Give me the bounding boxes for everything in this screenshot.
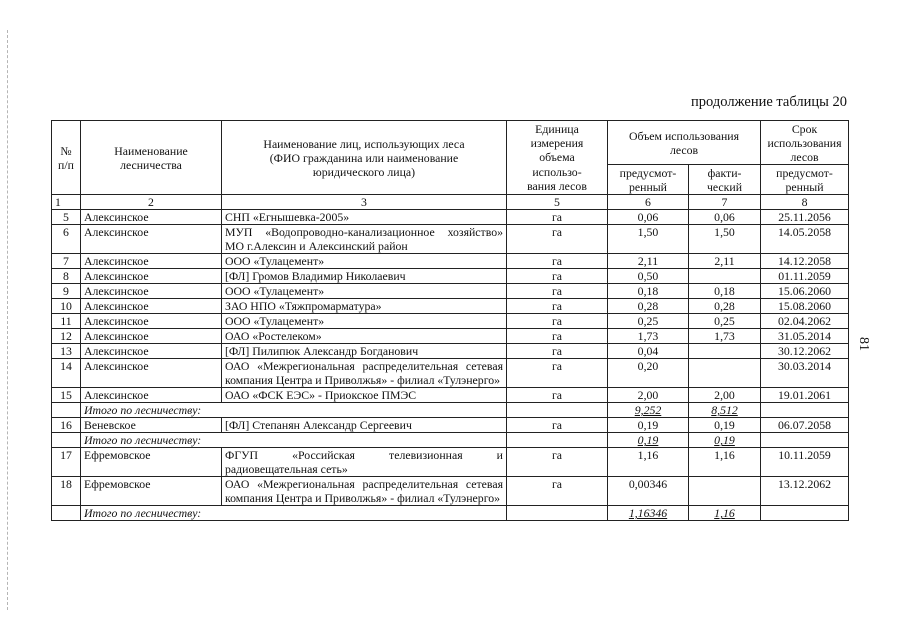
unit: га bbox=[507, 254, 608, 269]
forestry-name: Алексинское bbox=[81, 299, 222, 314]
forestry-name: Алексинское bbox=[81, 254, 222, 269]
header-unit-top: Единица измерения объема bbox=[507, 121, 608, 165]
page-number: 81 bbox=[856, 337, 871, 351]
row-number: 18 bbox=[52, 477, 81, 506]
forestry-name: Алексинское bbox=[81, 359, 222, 388]
header-user: Наименование лиц, использующих леса (ФИО гражданина или наименование юридического лица) bbox=[222, 121, 507, 195]
header-actual: факти- ческий bbox=[689, 165, 761, 195]
table-row bbox=[52, 210, 849, 225]
column-number: 8 bbox=[761, 195, 849, 210]
user-name: ОАО «ФСК ЕЭС» - Приокское ПМЭС bbox=[222, 388, 507, 403]
user-name: [ФЛ] Громов Владимир Николаевич bbox=[222, 269, 507, 284]
unit: га bbox=[507, 477, 608, 506]
term-date: 25.11.2056 bbox=[761, 210, 849, 225]
header-volume: Объем использования лесов bbox=[608, 121, 761, 165]
forestry-name: Алексинское bbox=[81, 284, 222, 299]
user-name: ОАО «Межрегиональная распределительная сетевая компания Центра и Приволжья» - филиал «Тулэнерго» bbox=[222, 359, 507, 388]
header-term-planned: предусмот- ренный bbox=[761, 165, 849, 195]
user-name: ЗАО НПО «Тяжпромарматура» bbox=[222, 299, 507, 314]
column-number: 5 bbox=[507, 195, 608, 210]
subtotal-planned: 1,16346 bbox=[608, 506, 689, 521]
term-date: 10.11.2059 bbox=[761, 448, 849, 477]
row-number: 11 bbox=[52, 314, 81, 329]
unit: га bbox=[507, 299, 608, 314]
header-term: Срок использования лесов bbox=[761, 121, 849, 165]
unit: га bbox=[507, 225, 608, 254]
user-name: ФГУП «Российская телевизионная и радиовещательная сеть» bbox=[222, 448, 507, 477]
planned-volume: 0,25 bbox=[608, 314, 689, 329]
planned-volume: 0,19 bbox=[608, 418, 689, 433]
row-number: 15 bbox=[52, 388, 81, 403]
header-number: № п/п bbox=[52, 121, 81, 195]
planned-volume: 0,50 bbox=[608, 269, 689, 284]
row-number: 7 bbox=[52, 254, 81, 269]
forestry-name: Веневское bbox=[81, 418, 222, 433]
row-number: 8 bbox=[52, 269, 81, 284]
actual-volume: 2,11 bbox=[689, 254, 761, 269]
user-name: СНП «Егнышевка-2005» bbox=[222, 210, 507, 225]
planned-volume: 1,73 bbox=[608, 329, 689, 344]
term-date: 01.11.2059 bbox=[761, 269, 849, 284]
subtotal-label: Итого по лесничеству: bbox=[81, 506, 507, 521]
unit: га bbox=[507, 329, 608, 344]
term-date: 15.08.2060 bbox=[761, 299, 849, 314]
planned-volume: 2,11 bbox=[608, 254, 689, 269]
row-number: 5 bbox=[52, 210, 81, 225]
actual-volume: 0,19 bbox=[689, 418, 761, 433]
unit: га bbox=[507, 418, 608, 433]
row-number: 16 bbox=[52, 418, 81, 433]
forestry-name: Ефремовское bbox=[81, 477, 222, 506]
unit: га bbox=[507, 448, 608, 477]
planned-volume: 1,16 bbox=[608, 448, 689, 477]
column-number-row bbox=[52, 195, 849, 210]
unit: га bbox=[507, 269, 608, 284]
table-row bbox=[52, 418, 849, 433]
planned-volume: 0,04 bbox=[608, 344, 689, 359]
column-number: 2 bbox=[81, 195, 222, 210]
term-date: 30.03.2014 bbox=[761, 359, 849, 388]
forestry-name: Алексинское bbox=[81, 225, 222, 254]
table-row bbox=[52, 448, 849, 477]
header-unit-bottom: использо- вания лесов bbox=[507, 165, 608, 195]
binding-margin-marks bbox=[7, 30, 8, 610]
row-number: 17 bbox=[52, 448, 81, 477]
unit: га bbox=[507, 388, 608, 403]
row-number: 6 bbox=[52, 225, 81, 254]
term-date: 14.12.2058 bbox=[761, 254, 849, 269]
planned-volume: 1,50 bbox=[608, 225, 689, 254]
planned-volume: 0,06 bbox=[608, 210, 689, 225]
user-name: ООО «Тулацемент» bbox=[222, 254, 507, 269]
actual-volume bbox=[689, 344, 761, 359]
user-name: ООО «Тулацемент» bbox=[222, 314, 507, 329]
table-continuation-label: продолжение таблицы 20 bbox=[691, 94, 847, 110]
table-row bbox=[52, 299, 849, 314]
term-date: 15.06.2060 bbox=[761, 284, 849, 299]
term-date: 13.12.2062 bbox=[761, 477, 849, 506]
table-row bbox=[52, 314, 849, 329]
unit: га bbox=[507, 344, 608, 359]
actual-volume: 0,18 bbox=[689, 284, 761, 299]
term-date: 02.04.2062 bbox=[761, 314, 849, 329]
actual-volume: 0,25 bbox=[689, 314, 761, 329]
subtotal-planned: 9,252 bbox=[608, 403, 689, 418]
row-number: 14 bbox=[52, 359, 81, 388]
term-date: 19.01.2061 bbox=[761, 388, 849, 403]
row-number: 12 bbox=[52, 329, 81, 344]
planned-volume: 2,00 bbox=[608, 388, 689, 403]
forestry-name: Алексинское bbox=[81, 388, 222, 403]
term-date: 31.05.2014 bbox=[761, 329, 849, 344]
row-number: 13 bbox=[52, 344, 81, 359]
term-date: 06.07.2058 bbox=[761, 418, 849, 433]
actual-volume: 0,06 bbox=[689, 210, 761, 225]
forestry-name: Алексинское bbox=[81, 314, 222, 329]
actual-volume: 1,50 bbox=[689, 225, 761, 254]
actual-volume bbox=[689, 359, 761, 388]
table-row bbox=[52, 269, 849, 284]
planned-volume: 0,18 bbox=[608, 284, 689, 299]
column-number: 6 bbox=[608, 195, 689, 210]
user-name: ООО «Тулацемент» bbox=[222, 284, 507, 299]
term-date: 14.05.2058 bbox=[761, 225, 849, 254]
unit: га bbox=[507, 359, 608, 388]
unit: га bbox=[507, 314, 608, 329]
unit: га bbox=[507, 284, 608, 299]
header-forestry: Наименование лесничества bbox=[81, 121, 222, 195]
subtotal-actual: 1,16 bbox=[689, 506, 761, 521]
actual-volume: 0,28 bbox=[689, 299, 761, 314]
forestry-name: Алексинское bbox=[81, 329, 222, 344]
column-number: 1 bbox=[52, 195, 81, 210]
planned-volume: 0,20 bbox=[608, 359, 689, 388]
table-row bbox=[52, 329, 849, 344]
column-number: 7 bbox=[689, 195, 761, 210]
row-number: 9 bbox=[52, 284, 81, 299]
planned-volume: 0,28 bbox=[608, 299, 689, 314]
table-row bbox=[52, 359, 849, 388]
actual-volume bbox=[689, 269, 761, 284]
actual-volume bbox=[689, 477, 761, 506]
table-row bbox=[52, 284, 849, 299]
row-number: 10 bbox=[52, 299, 81, 314]
actual-volume: 1,16 bbox=[689, 448, 761, 477]
forest-use-table bbox=[51, 120, 849, 521]
table-row bbox=[52, 344, 849, 359]
user-name: [ФЛ] Степанян Александр Сергеевич bbox=[222, 418, 507, 433]
subtotal-actual: 0,19 bbox=[689, 433, 761, 448]
table-row bbox=[52, 388, 849, 403]
actual-volume: 1,73 bbox=[689, 329, 761, 344]
subtotal-label: Итого по лесничеству: bbox=[81, 403, 507, 418]
subtotal-label: Итого по лесничеству: bbox=[81, 433, 507, 448]
user-name: [ФЛ] Пилипюк Александр Богданович bbox=[222, 344, 507, 359]
user-name: ОАО «Межрегиональная распределительная сетевая компания Центра и Приволжья» - филиал «Тулэнерго» bbox=[222, 477, 507, 506]
forestry-name: Алексинское bbox=[81, 269, 222, 284]
user-name: МУП «Водопроводно-канализационное хозяйство» МО г.Алексин и Алексинский район bbox=[222, 225, 507, 254]
subtotal-planned: 0,19 bbox=[608, 433, 689, 448]
table-row bbox=[52, 254, 849, 269]
term-date: 30.12.2062 bbox=[761, 344, 849, 359]
forestry-name: Ефремовское bbox=[81, 448, 222, 477]
actual-volume: 2,00 bbox=[689, 388, 761, 403]
forestry-name: Алексинское bbox=[81, 210, 222, 225]
forestry-name: Алексинское bbox=[81, 344, 222, 359]
column-number: 3 bbox=[222, 195, 507, 210]
planned-volume: 0,00346 bbox=[608, 477, 689, 506]
unit: га bbox=[507, 210, 608, 225]
header-planned: предусмот- ренный bbox=[608, 165, 689, 195]
table-row bbox=[52, 225, 849, 254]
subtotal-row bbox=[52, 403, 849, 418]
subtotal-row bbox=[52, 506, 849, 521]
table-row bbox=[52, 477, 849, 506]
subtotal-actual: 8,512 bbox=[689, 403, 761, 418]
user-name: ОАО «Ростелеком» bbox=[222, 329, 507, 344]
subtotal-row bbox=[52, 433, 849, 448]
